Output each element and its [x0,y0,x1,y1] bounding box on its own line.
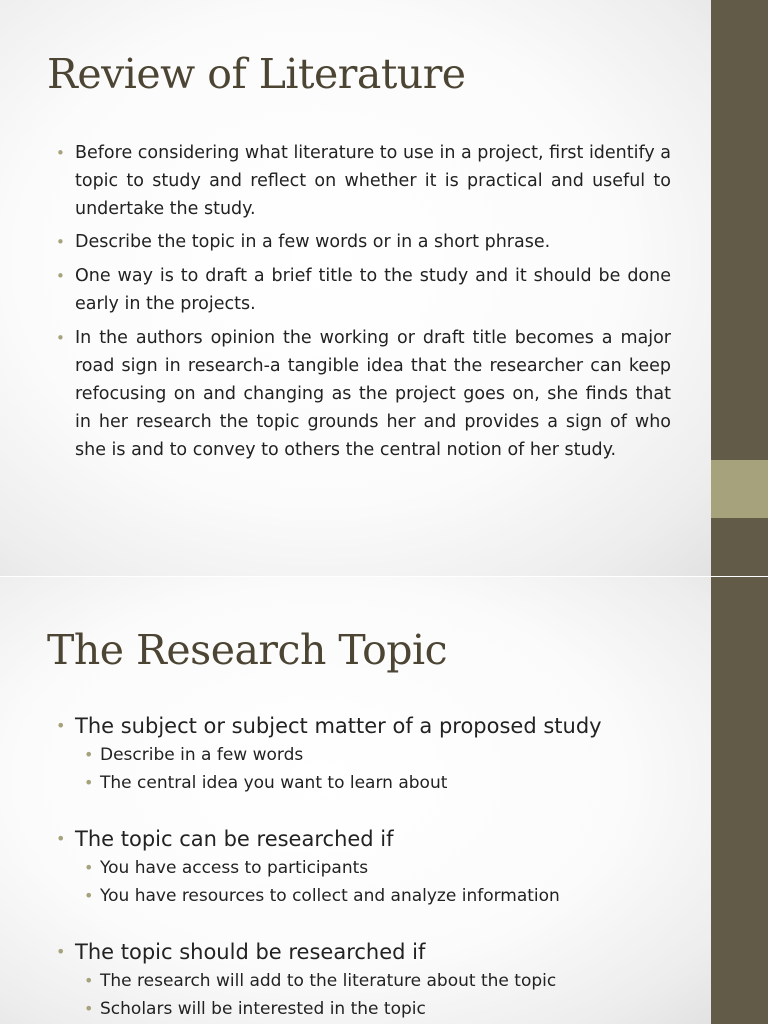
sub-bullet-item [75,769,687,797]
slide-sidebar [711,577,768,1024]
bullet-text: Describe the topic in a few words or in a short phrase. [75,232,551,252]
sub-bullet-text: The central idea you want to learn about [100,773,448,793]
bullet-item [47,262,671,318]
sub-bullet-item [75,967,687,995]
sub-bullet-item [75,854,687,882]
sub-bullet-text: Scholars will be interested in the topic [100,999,426,1019]
bullet-text: The topic can be researched if [75,827,394,851]
sub-bullet-list [75,967,687,1023]
sub-bullet-icon: • [84,886,94,905]
bullet-icon: • [56,233,65,251]
sub-bullet-item [75,995,687,1023]
bullet-icon: • [56,144,65,162]
sub-bullet-list [75,854,687,910]
bullet-text: The subject or subject matter of a proposed study [75,714,602,738]
sub-bullet-text: Describe in a few words [100,745,304,765]
bullet-icon: • [56,942,66,961]
sidebar-accent [711,460,768,518]
sub-bullet-icon: • [84,858,94,877]
slide-title: The Research Topic [47,626,448,674]
bullet-item [47,711,687,797]
sub-bullet-text: You have access to participants [100,858,369,878]
slide-sidebar [711,0,768,576]
bullet-list [47,711,687,1023]
sub-bullet-icon: • [84,999,94,1018]
sub-bullet-text: You have resources to collect and analyze information [100,886,560,906]
slide-research-topic [0,577,768,1024]
bullet-icon: • [56,267,65,285]
bullet-text: The topic should be researched if [75,940,426,964]
bullet-text: In the authors opinion the working or draft title becomes a major road sign in research-a tangible idea that the researcher can keep refocusing on and changing as the project goes on, she finds that in her research the topic grounds her and provides a sign of who she is and to convey to others the central notion of her study. [75,328,671,460]
sub-bullet-icon: • [84,745,94,764]
bullet-item [47,139,671,223]
bullet-text: Before considering what literature to use in a project, first identify a topic to study and reflect on whether it is practical and useful to undertake the study. [75,143,671,219]
bullet-icon: • [56,716,66,735]
sub-bullet-icon: • [84,971,94,990]
bullet-item [47,228,671,256]
sub-bullet-icon: • [84,773,94,792]
slide-title: Review of Literature [47,50,466,98]
sub-bullet-item [75,741,687,769]
bullet-icon: • [56,329,65,347]
bullet-icon: • [56,829,66,848]
bullet-item [47,824,687,910]
bullet-list [47,139,671,464]
bullet-text: One way is to draft a brief title to the study and it should be done early in the projects. [75,266,671,314]
sub-bullet-list [75,741,687,797]
bullet-item [47,937,687,1023]
sub-bullet-text: The research will add to the literature about the topic [100,971,557,991]
sub-bullet-item [75,882,687,910]
bullet-item [47,324,671,464]
